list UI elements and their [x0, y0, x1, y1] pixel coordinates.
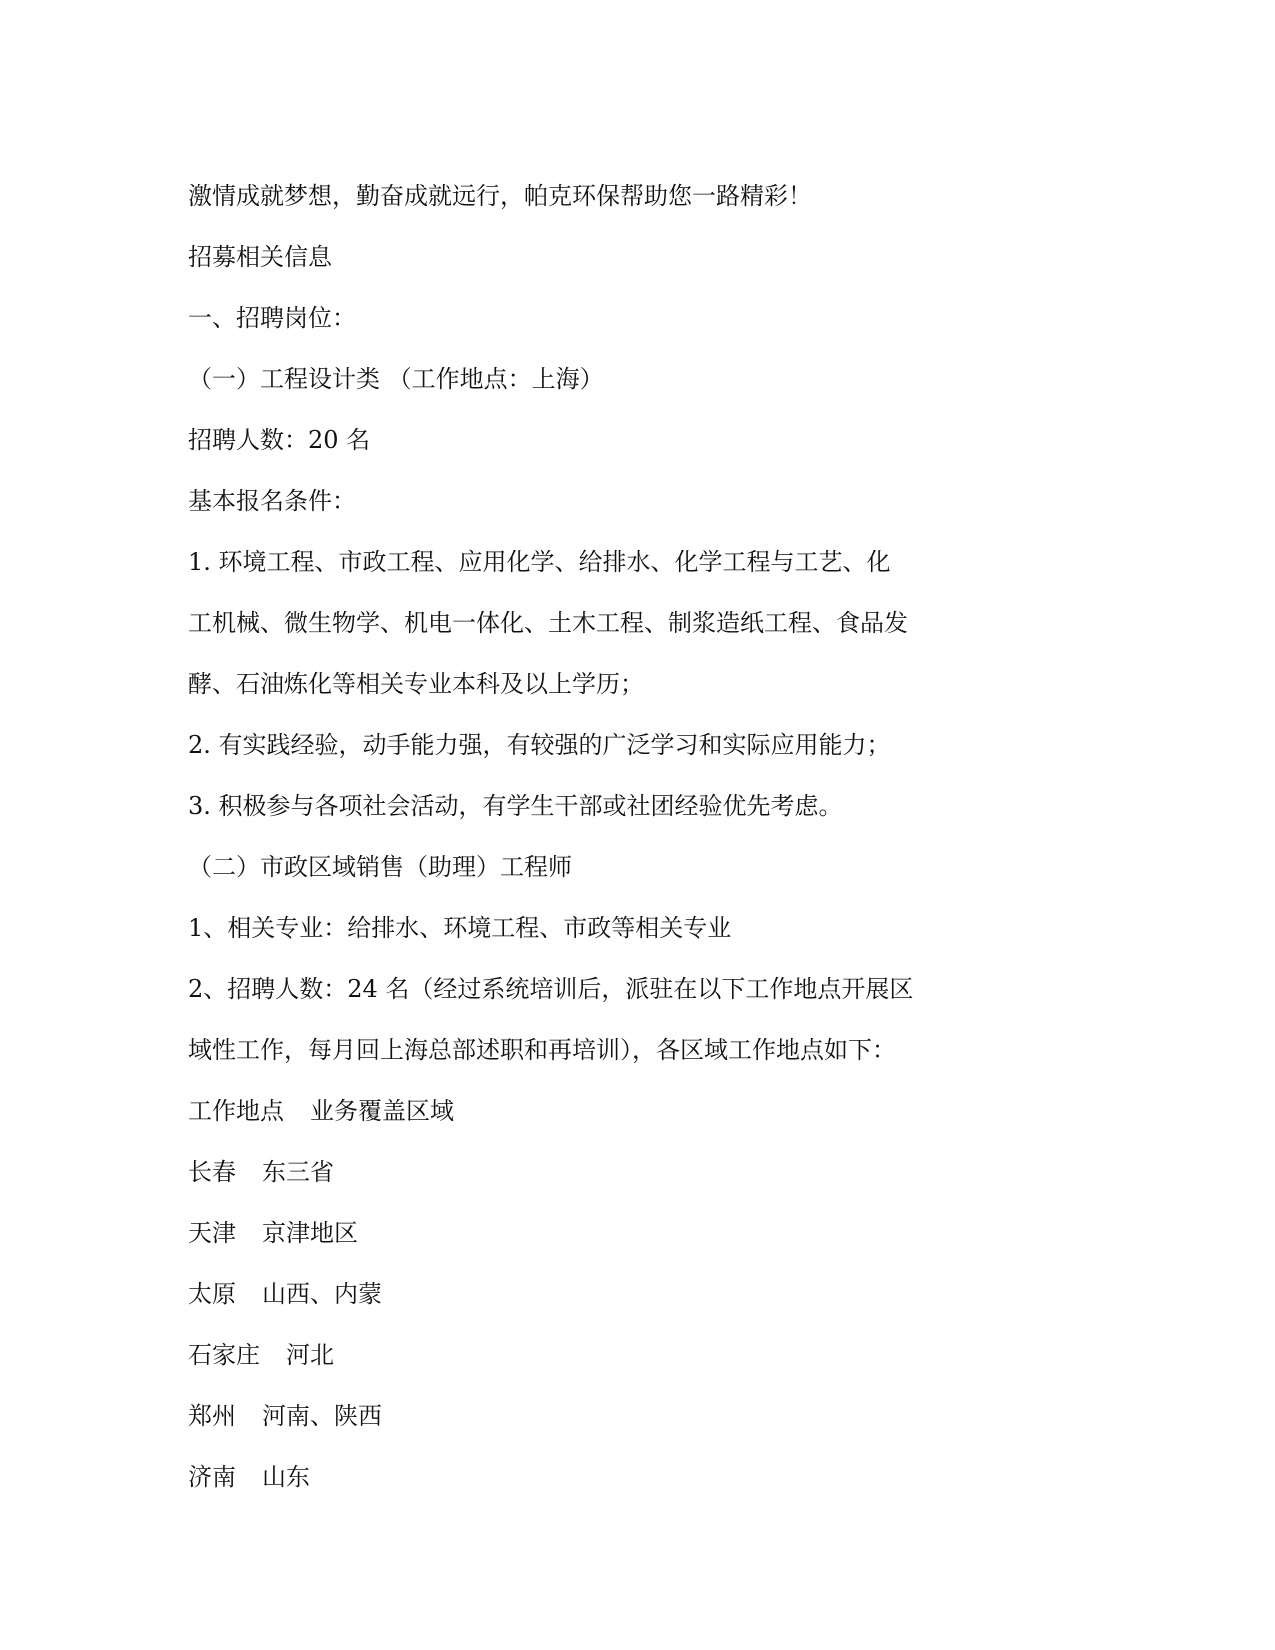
- row-location: 长春: [188, 1158, 236, 1186]
- row-location: 天津: [188, 1219, 236, 1247]
- category-2-item-1: 1、相关专业：给排水、环境工程、市政等相关专业: [188, 914, 732, 942]
- row-area: 东三省: [262, 1158, 334, 1186]
- requirements-label: 基本报名条件：: [188, 487, 356, 515]
- table-row: [188, 1325, 948, 1386]
- section-title: 一、招聘岗位：: [188, 304, 356, 332]
- row-location: 济南: [188, 1463, 236, 1491]
- requirement-1-line-1: 1. 环境工程、市政工程、应用化学、给排水、化学工程与工艺、化: [188, 548, 891, 576]
- table-header-location: 工作地点: [188, 1097, 284, 1125]
- table-row: [188, 1386, 948, 1447]
- table-header-row: [188, 1081, 948, 1142]
- row-location: 郑州: [188, 1402, 236, 1430]
- row-area: 京津地区: [262, 1219, 358, 1247]
- requirement-2: 2. 有实践经验，动手能力强，有较强的广泛学习和实际应用能力；: [188, 731, 891, 759]
- category-2-item-2-line-1: 2、招聘人数：24 名（经过系统培训后，派驻在以下工作地点开展区: [188, 975, 914, 1003]
- row-area: 河南、陕西: [262, 1402, 382, 1430]
- requirement-1-line-2: 工机械、微生物学、机电一体化、土木工程、制浆造纸工程、食品发: [188, 609, 908, 637]
- category-2-title: （二）市政区域销售（助理）工程师: [188, 853, 572, 881]
- table-row: [188, 1264, 948, 1325]
- category-1-title: （一）工程设计类 （工作地点：上海）: [188, 365, 604, 393]
- table-row: [188, 1142, 948, 1203]
- document-body: [188, 166, 948, 1508]
- category-2-item-2-line-2: 域性工作，每月回上海总部述职和再培训），各区域工作地点如下：: [188, 1036, 896, 1064]
- table-row: [188, 1203, 948, 1264]
- row-location: 太原: [188, 1280, 236, 1308]
- requirement-3: 3. 积极参与各项社会活动，有学生干部或社团经验优先考虑。: [188, 792, 843, 820]
- category-1-count: 招聘人数：20 名: [188, 426, 371, 454]
- table-header-area: 业务覆盖区域: [310, 1097, 454, 1125]
- row-area: 河北: [286, 1341, 334, 1369]
- requirement-1-line-3: 酵、石油炼化等相关专业本科及以上学历；: [188, 670, 644, 698]
- slogan: 激情成就梦想，勤奋成就远行，帕克环保帮助您一路精彩！: [188, 182, 812, 210]
- row-area: 山东: [262, 1463, 310, 1491]
- row-area: 山西、内蒙: [262, 1280, 382, 1308]
- recruitment-heading: 招募相关信息: [188, 243, 332, 271]
- row-location: 石家庄: [188, 1341, 260, 1369]
- table-row: [188, 1447, 948, 1508]
